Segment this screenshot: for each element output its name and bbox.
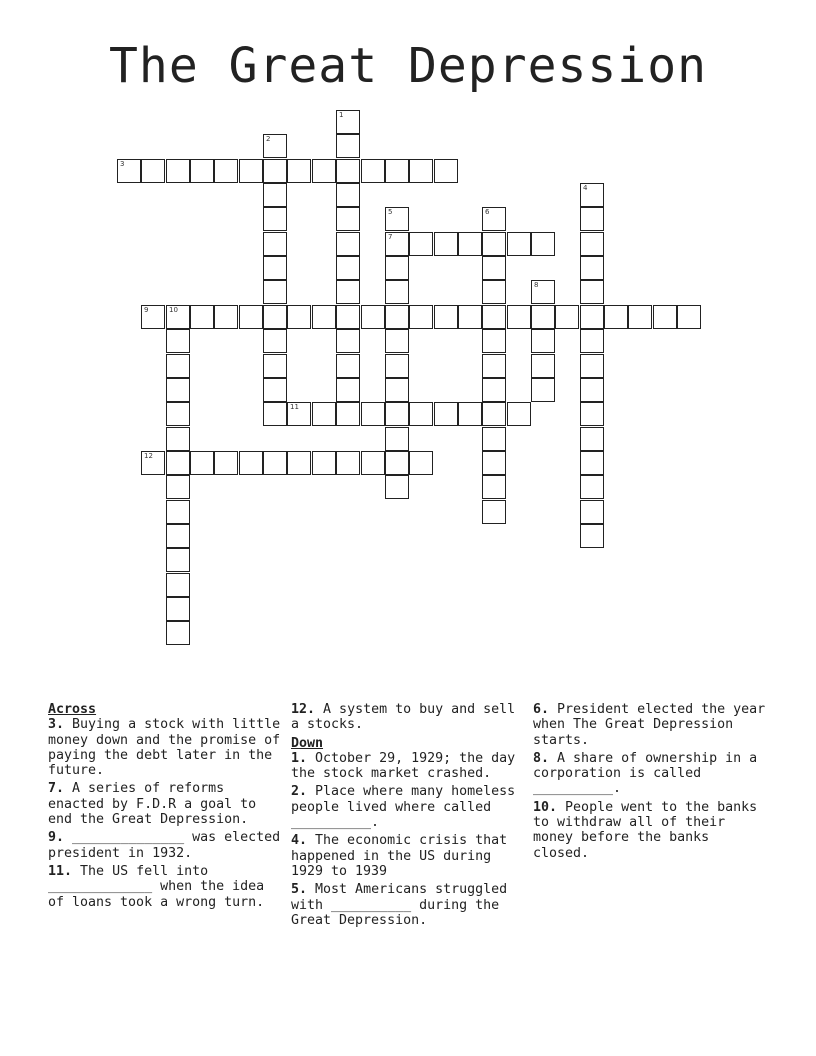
grid-cell[interactable]	[482, 354, 506, 378]
grid-cell[interactable]	[580, 305, 604, 329]
grid-cell[interactable]	[336, 110, 360, 134]
grid-cell[interactable]	[482, 427, 506, 451]
grid-cell[interactable]	[482, 500, 506, 524]
grid-cell[interactable]	[336, 378, 360, 402]
page-title: The Great Depression	[109, 38, 707, 94]
grid-cell[interactable]	[214, 451, 238, 475]
grid-cell[interactable]	[482, 378, 506, 402]
clue-number: 2	[266, 135, 271, 143]
clue-item	[291, 751, 527, 782]
grid-cell[interactable]	[580, 354, 604, 378]
grid-cell[interactable]	[531, 232, 555, 256]
grid-cell[interactable]	[312, 451, 336, 475]
grid-cell[interactable]	[531, 305, 555, 329]
clue-number-label: 1.	[291, 750, 308, 766]
grid-cell[interactable]	[190, 159, 214, 183]
clue-column-3	[533, 702, 769, 864]
clue-number-label: 10.	[533, 799, 558, 815]
clue-text: People went to the banks to withdraw all of their money before the banks closed.	[533, 799, 758, 861]
grid-cell[interactable]	[166, 378, 190, 402]
grid-cell[interactable]	[263, 207, 287, 231]
grid-cell[interactable]	[336, 354, 360, 378]
grid-cell[interactable]	[580, 378, 604, 402]
grid-cell[interactable]	[385, 475, 409, 499]
grid-cell[interactable]	[653, 305, 677, 329]
clue-item	[291, 702, 527, 733]
grid-cell[interactable]	[263, 305, 287, 329]
clue-text: A share of ownership in a corporation is called __________.	[533, 750, 758, 797]
grid-cell[interactable]	[190, 451, 214, 475]
clue-number-label: 9.	[48, 830, 65, 846]
clue-item	[48, 864, 284, 910]
grid-cell[interactable]	[336, 329, 360, 353]
clue-item	[291, 882, 527, 928]
grid-cell[interactable]	[166, 451, 190, 475]
grid-cell[interactable]	[507, 402, 531, 426]
grid-cell[interactable]	[482, 256, 506, 280]
grid-cell[interactable]	[580, 427, 604, 451]
grid-cell[interactable]	[361, 402, 385, 426]
grid-cell[interactable]	[166, 500, 190, 524]
grid-cell[interactable]	[531, 280, 555, 304]
grid-cell[interactable]	[214, 159, 238, 183]
clue-number: 3	[120, 160, 125, 168]
grid-cell[interactable]	[239, 451, 263, 475]
grid-cell[interactable]	[312, 402, 336, 426]
grid-cell[interactable]	[434, 402, 458, 426]
grid-cell[interactable]	[385, 402, 409, 426]
grid-cell[interactable]	[482, 329, 506, 353]
clue-number: 6	[485, 208, 490, 216]
across-heading: Across	[48, 702, 97, 717]
grid-cell[interactable]	[580, 500, 604, 524]
grid-cell[interactable]	[385, 280, 409, 304]
grid-cell[interactable]	[409, 451, 433, 475]
grid-cell[interactable]	[263, 280, 287, 304]
grid-cell[interactable]	[312, 159, 336, 183]
grid-cell[interactable]	[677, 305, 701, 329]
grid-cell[interactable]	[141, 451, 165, 475]
clue-item	[533, 751, 769, 797]
grid-cell[interactable]	[385, 232, 409, 256]
grid-cell[interactable]	[263, 183, 287, 207]
clue-text: The economic crisis that happened in the US during 1929 to 1939	[291, 833, 508, 879]
clue-number-label: 8.	[533, 750, 550, 766]
clue-text: Place where many homeless people lived where called __________.	[291, 784, 516, 831]
grid-cell[interactable]	[458, 305, 482, 329]
grid-cell[interactable]	[166, 329, 190, 353]
grid-cell[interactable]	[580, 280, 604, 304]
grid-cell[interactable]	[287, 402, 311, 426]
grid-cell[interactable]	[336, 232, 360, 256]
clue-number: 1	[339, 111, 344, 119]
grid-cell[interactable]	[385, 451, 409, 475]
grid-cell[interactable]	[482, 475, 506, 499]
grid-cell[interactable]	[336, 402, 360, 426]
grid-cell[interactable]	[409, 159, 433, 183]
grid-cell[interactable]	[263, 402, 287, 426]
grid-cell[interactable]	[580, 183, 604, 207]
grid-cell[interactable]	[580, 207, 604, 231]
grid-cell[interactable]	[166, 159, 190, 183]
grid-cell[interactable]	[507, 232, 531, 256]
grid-cell[interactable]	[166, 475, 190, 499]
grid-cell[interactable]	[580, 475, 604, 499]
grid-cell[interactable]	[263, 256, 287, 280]
grid-cell[interactable]	[409, 305, 433, 329]
clue-item	[48, 717, 284, 778]
grid-cell[interactable]	[263, 134, 287, 158]
grid-cell[interactable]	[385, 159, 409, 183]
grid-cell[interactable]	[263, 232, 287, 256]
clue-number: 10	[169, 306, 178, 314]
clue-number: 8	[534, 281, 539, 289]
clue-number-label: 4.	[291, 833, 308, 849]
grid-cell[interactable]	[628, 305, 652, 329]
grid-cell[interactable]	[580, 451, 604, 475]
grid-cell[interactable]	[287, 159, 311, 183]
clue-number: 11	[290, 403, 299, 411]
grid-cell[interactable]	[239, 159, 263, 183]
grid-cell[interactable]	[336, 305, 360, 329]
grid-cell[interactable]	[263, 329, 287, 353]
grid-cell[interactable]	[141, 305, 165, 329]
grid-cell[interactable]	[385, 207, 409, 231]
grid-cell[interactable]	[287, 451, 311, 475]
clue-item	[48, 830, 284, 861]
clue-number-label: 3.	[48, 717, 65, 733]
grid-cell[interactable]	[166, 427, 190, 451]
grid-cell[interactable]	[336, 256, 360, 280]
grid-cell[interactable]	[263, 159, 287, 183]
grid-cell[interactable]	[385, 354, 409, 378]
clue-text: ______________ was elected president in 1932.	[48, 830, 281, 861]
clue-text: President elected the year when The Great Depression starts.	[533, 702, 766, 748]
clue-number: 12	[144, 452, 153, 460]
grid-cell[interactable]	[166, 524, 190, 548]
clue-number-label: 6.	[533, 702, 550, 717]
grid-cell[interactable]	[336, 207, 360, 231]
grid-cell[interactable]	[385, 378, 409, 402]
grid-cell[interactable]	[166, 621, 190, 645]
grid-cell[interactable]	[507, 305, 531, 329]
grid-cell[interactable]	[117, 159, 141, 183]
grid-cell[interactable]	[166, 573, 190, 597]
grid-cell[interactable]	[190, 305, 214, 329]
grid-cell[interactable]	[361, 159, 385, 183]
clue-column-2	[291, 702, 527, 931]
grid-cell[interactable]	[312, 305, 336, 329]
grid-cell[interactable]	[336, 183, 360, 207]
grid-cell[interactable]	[263, 354, 287, 378]
grid-cell[interactable]	[531, 378, 555, 402]
clue-item	[291, 784, 527, 830]
grid-cell[interactable]	[263, 451, 287, 475]
grid-cell[interactable]	[239, 305, 263, 329]
clue-number: 9	[144, 306, 149, 314]
grid-cell[interactable]	[458, 232, 482, 256]
grid-cell[interactable]	[361, 451, 385, 475]
clue-text: A system to buy and sell a stocks.	[291, 702, 516, 733]
grid-cell[interactable]	[385, 305, 409, 329]
grid-cell[interactable]	[531, 354, 555, 378]
grid-cell[interactable]	[580, 524, 604, 548]
grid-cell[interactable]	[287, 305, 311, 329]
grid-cell[interactable]	[555, 305, 579, 329]
clue-number-label: 7.	[48, 781, 65, 797]
grid-cell[interactable]	[361, 305, 385, 329]
clue-item	[48, 781, 284, 827]
grid-cell[interactable]	[166, 597, 190, 621]
grid-cell[interactable]	[580, 232, 604, 256]
grid-cell[interactable]	[434, 305, 458, 329]
clue-number-label: 5.	[291, 882, 308, 898]
grid-cell[interactable]	[434, 232, 458, 256]
grid-cell[interactable]	[166, 548, 190, 572]
grid-cell[interactable]	[482, 232, 506, 256]
clue-item	[291, 833, 527, 879]
grid-cell[interactable]	[482, 451, 506, 475]
grid-cell[interactable]	[166, 305, 190, 329]
clue-text: A series of reforms enacted by F.D.R a goal to end the Great Depression.	[48, 781, 257, 828]
grid-cell[interactable]	[580, 256, 604, 280]
clue-number: 5	[388, 208, 393, 216]
grid-cell[interactable]	[336, 134, 360, 158]
clue-text: October 29, 1929; the day the stock market crashed.	[291, 750, 516, 782]
down-heading: Down	[291, 735, 324, 751]
clue-column-1	[48, 702, 284, 913]
grid-cell[interactable]	[482, 305, 506, 329]
grid-cell[interactable]	[434, 159, 458, 183]
grid-cell[interactable]	[141, 159, 165, 183]
grid-cell[interactable]	[263, 378, 287, 402]
clue-number: 7	[388, 233, 393, 241]
grid-cell[interactable]	[482, 280, 506, 304]
clue-number: 4	[583, 184, 588, 192]
grid-cell[interactable]	[409, 402, 433, 426]
grid-cell[interactable]	[482, 402, 506, 426]
grid-cell[interactable]	[385, 427, 409, 451]
clue-number-label: 11.	[48, 863, 73, 879]
grid-cell[interactable]	[458, 402, 482, 426]
grid-cell[interactable]	[531, 329, 555, 353]
clue-text: Most Americans struggled with __________ during the Great Depression.	[291, 882, 508, 928]
grid-cell[interactable]	[580, 402, 604, 426]
grid-cell[interactable]	[336, 280, 360, 304]
grid-cell[interactable]	[336, 451, 360, 475]
grid-cell[interactable]	[482, 207, 506, 231]
grid-cell[interactable]	[385, 256, 409, 280]
grid-cell[interactable]	[214, 305, 238, 329]
clue-number-label: 2.	[291, 784, 308, 800]
grid-cell[interactable]	[166, 402, 190, 426]
grid-cell[interactable]	[580, 329, 604, 353]
clue-text: The US fell into _____________ when the idea of loans took a wrong turn.	[48, 863, 265, 910]
clue-number-label: 12.	[291, 702, 316, 717]
grid-cell[interactable]	[336, 159, 360, 183]
clue-text: Buying a stock with little money down and the promise of paying the debt later in the future.	[48, 717, 281, 779]
grid-cell[interactable]	[604, 305, 628, 329]
clue-item	[533, 702, 769, 748]
grid-cell[interactable]	[385, 329, 409, 353]
grid-cell[interactable]	[409, 232, 433, 256]
clue-item	[533, 800, 769, 861]
grid-cell[interactable]	[166, 354, 190, 378]
